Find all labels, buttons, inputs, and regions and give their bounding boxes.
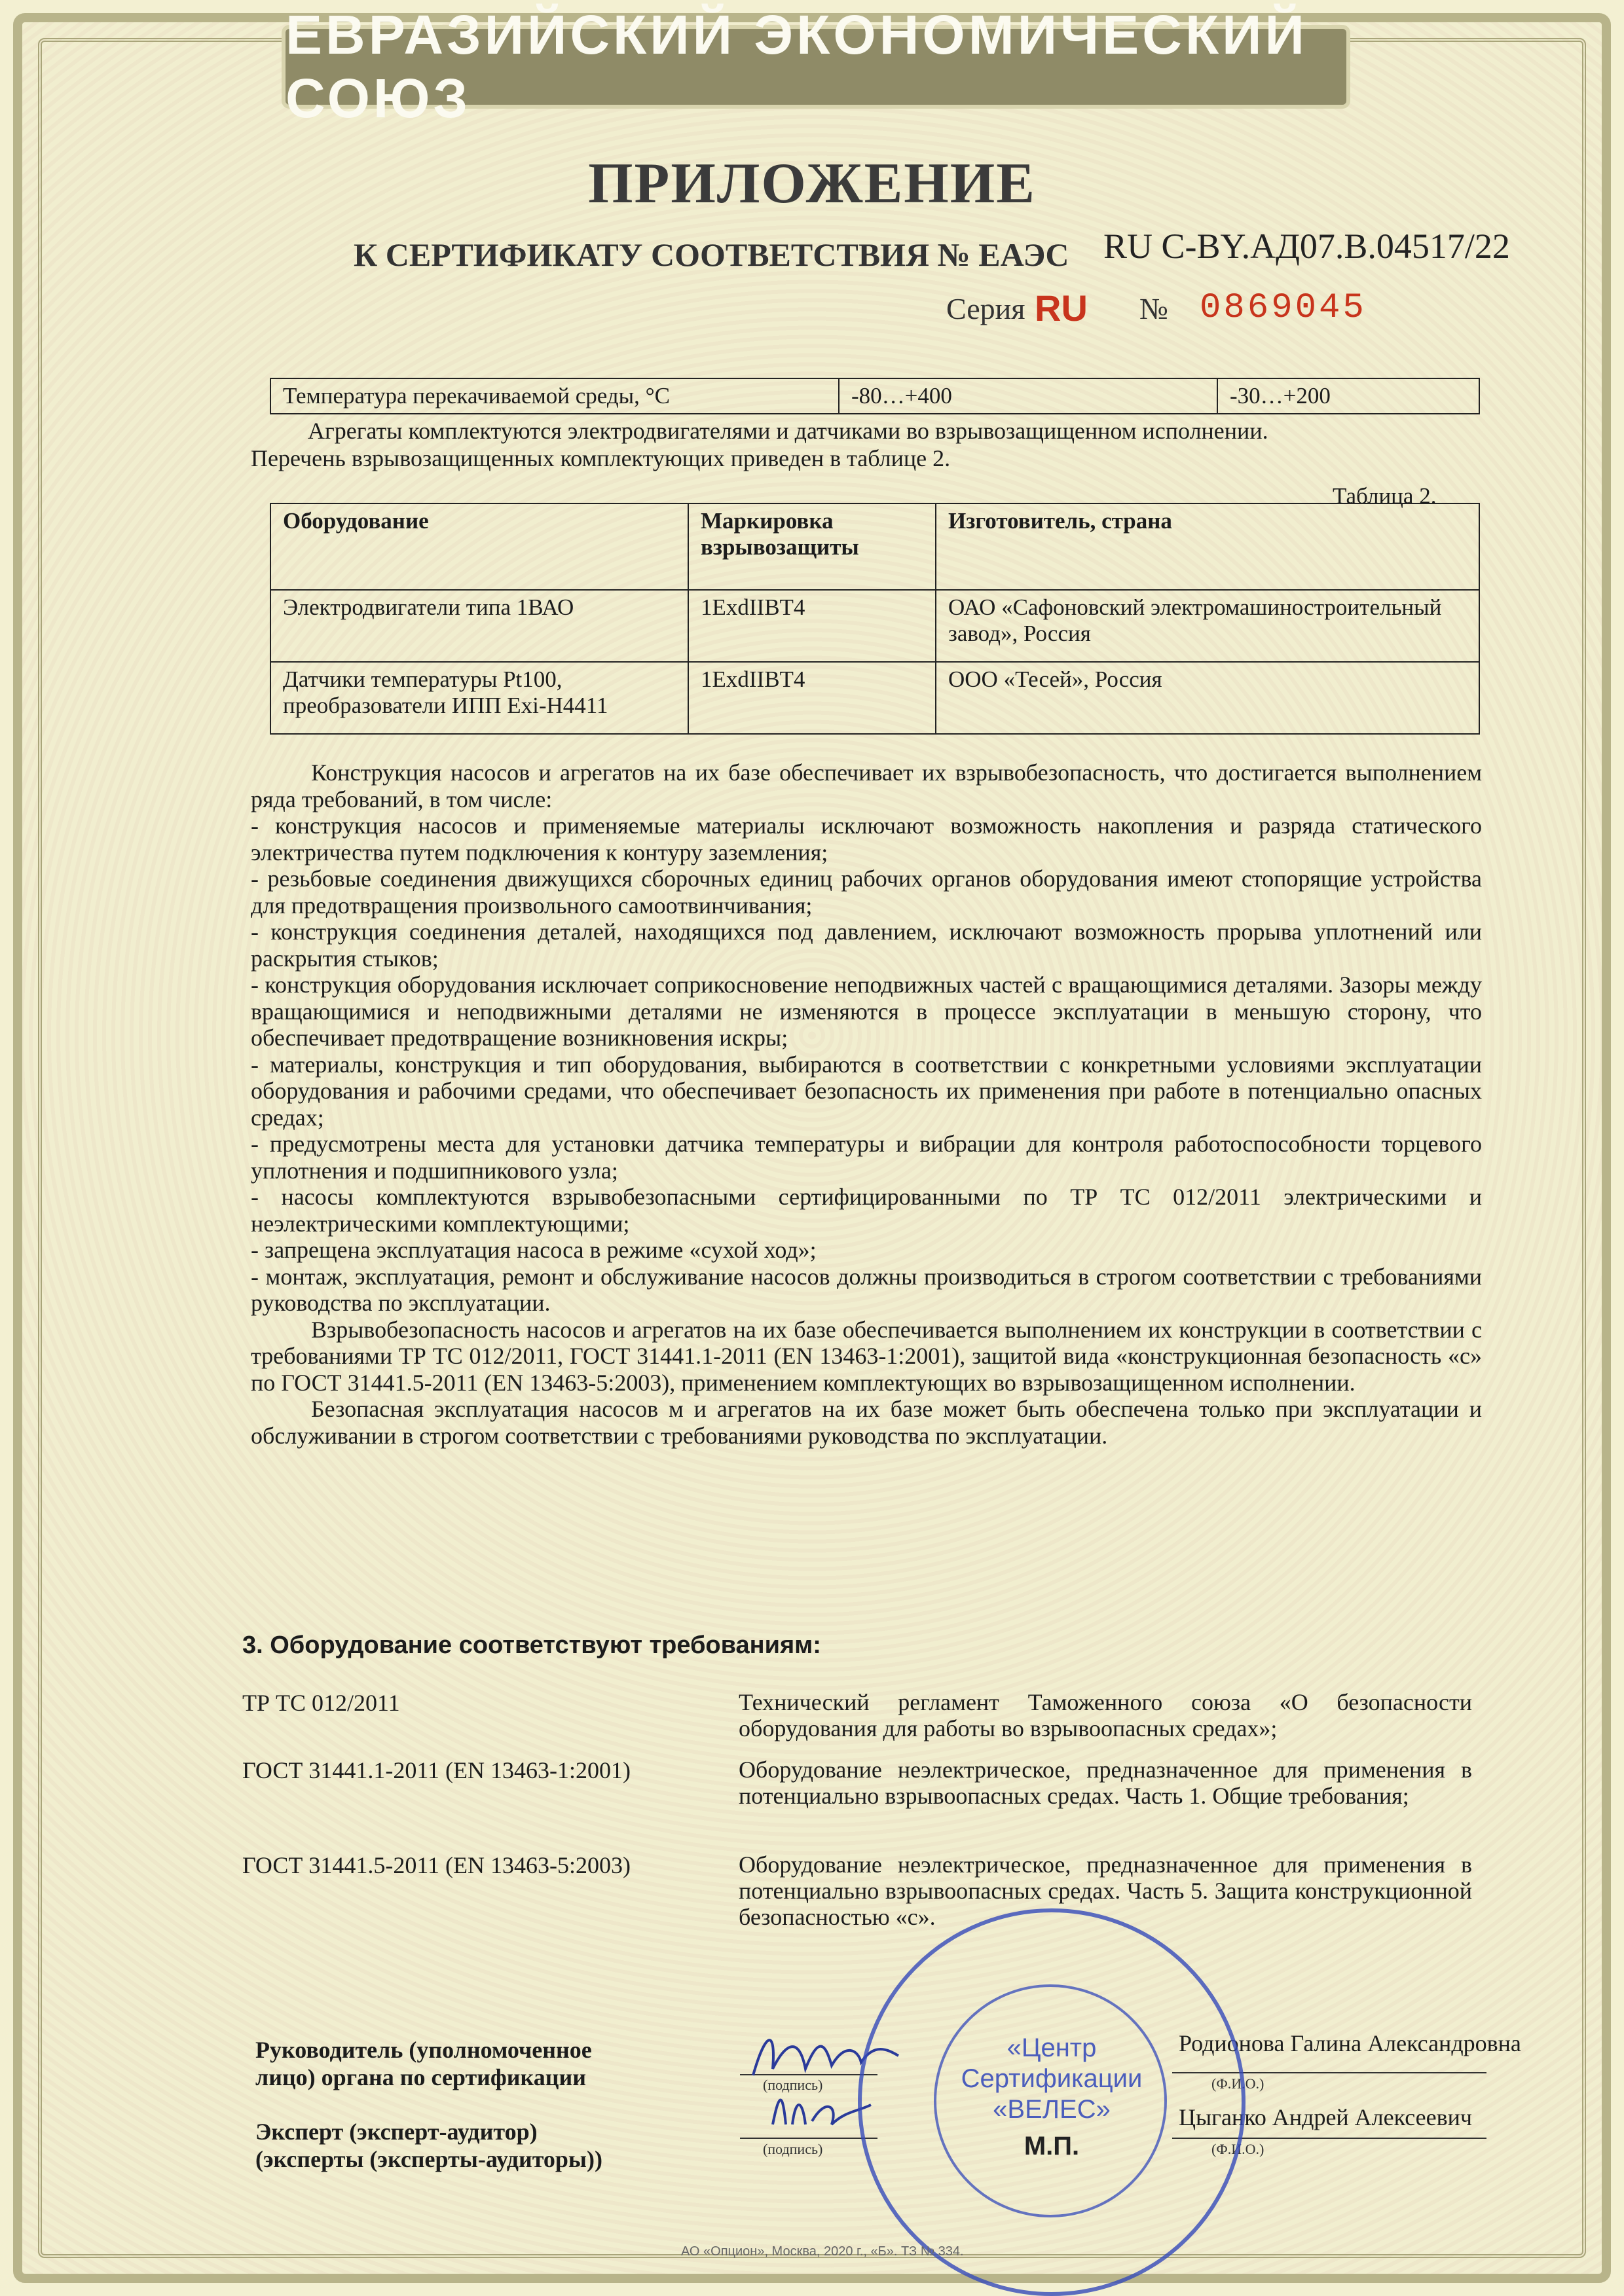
intro-line-1: Агрегаты комплектуются электродвигателями и датчиками во взрывозащищенном исполнении. (308, 418, 1268, 444)
expert-name: Цыганко Андрей Алексеевич (1179, 2104, 1472, 2130)
standard-description: Оборудование неэлектрическое, предназначенное для применения в потенциально взрывоопасных средах. Часть 1. Общие требования; (739, 1757, 1472, 1809)
signature-line (740, 2138, 877, 2139)
list-item: - монтаж, эксплуатация, ремонт и обслуживание насосов должны производиться в строгом соответствии с требованиями руководства по эксплуатации. (251, 1263, 1482, 1316)
list-item: - конструкция насосов и применяемые материалы исключают возможность накопления и разряда статического электричества путем подключения к контуру заземления; (251, 812, 1482, 866)
series-value: RU (1035, 287, 1088, 329)
paragraph: Конструкция насосов и агрегатов на их базе обеспечивает их взрывобезопасность, что достигается выполнением ряда требований, в том числе: (251, 759, 1482, 812)
column-header: Маркировка взрывозащиты (688, 503, 936, 590)
table-row (270, 378, 1479, 414)
stamp-line: Сертификации (961, 2064, 1143, 2093)
fio-caption: (Ф.И.О.) (1211, 2075, 1264, 2092)
number-label: № (1139, 292, 1168, 325)
table-cell: Температура перекачиваемой среды, °С (270, 378, 839, 414)
certificate-subtitle: К СЕРТИФИКАТУ СООТВЕТСТВИЯ № ЕАЭС (354, 236, 1069, 273)
standard-description: Оборудование неэлектрическое, предназначенное для применения в потенциально взрывоопасных средах. Часть 5. Защита конструкционной безопасностью «с». (739, 1851, 1472, 1930)
intro-line-2: Перечень взрывозащищенных комплектующих приведен в таблице 2. (251, 445, 951, 471)
stamp-mp: М.П. (1024, 2132, 1080, 2160)
head-label: Руководитель (уполномоченное лицо) органа по сертификации (255, 2037, 592, 2090)
table-caption: Таблица 2. (1333, 483, 1437, 509)
table-cell: Датчики температуры Pt100, преобразователи ИПП Exi-H4411 (270, 662, 688, 734)
stamp-line: «ВЕЛЕС» (993, 2095, 1111, 2124)
eaeu-banner: ЕВРАЗИЙСКИЙ ЭКОНОМИЧЕСКИЙ СОЮЗ (282, 25, 1350, 109)
signature-caption: (подпись) (763, 2141, 823, 2157)
table-row (270, 662, 1479, 734)
list-item: - предусмотрены места для установки датчика температуры и вибрации для контроля работоспособности торцевого уплотнения и подшипникового узла; (251, 1131, 1482, 1184)
components-table (270, 503, 1480, 735)
table-cell: 1ExdIIBT4 (688, 662, 936, 734)
list-item: - материалы, конструкция и тип оборудования, выбираются в соответствии с конкретными условиями эксплуатации оборудования и рабочими средами, что обеспечивает безопасность их применения при работе в потенциально опасных средах; (251, 1051, 1482, 1131)
stamp-line: «Центр (1006, 2033, 1097, 2062)
certificate-number: RU C-BY.АД07.В.04517/22 (1103, 227, 1510, 266)
certification-stamp (858, 1908, 1246, 2296)
section-3-title: 3. Оборудование соответствуют требованиям: (242, 1631, 821, 1659)
standard-description: Технический регламент Таможенного союза «О безопасности оборудования для работы во взрывоопасных средах»; (739, 1689, 1472, 1741)
standard-code: ТР ТС 012/2011 (242, 1690, 400, 1716)
table-header-row (270, 503, 1479, 590)
table-row (270, 590, 1479, 662)
printer-footer: АО «Опцион», Москва, 2020 г., «Б». ТЗ № 334. (681, 2244, 964, 2259)
list-item: - насосы комплектуются взрывобезопасными сертифицированными по ТР ТС 012/2011 электрическими и неэлектрическими комплектующими; (251, 1184, 1482, 1237)
table-cell: Электродвигатели типа 1ВАО (270, 590, 688, 662)
column-header: Оборудование (270, 503, 688, 590)
paragraph: Взрывобезопасность насосов и агрегатов на их базе обеспечивается выполнением их конструкции в соответствии с требованиями ТР ТС 012/2011, ГОСТ 31441.1-2011 (EN 13463-1:2001), защитой вида «конструкционная безопасность «с» по ГОСТ 31441.5-2011 (EN 13463-5:2003), применением комплектующих во взрывозащищенном исполнении. (251, 1316, 1482, 1396)
paragraph: Безопасная эксплуатация насосов м и агрегатов на их базе может быть обеспечена только при эксплуатации и обслуживании в строгом соответствии с требованиями руководства по эксплуатации. (251, 1396, 1482, 1449)
series-label: Серия (946, 292, 1025, 325)
standard-code: ГОСТ 31441.1-2011 (EN 13463-1:2001) (242, 1757, 631, 1783)
column-header: Изготовитель, страна (936, 503, 1479, 590)
list-item: - конструкция соединения деталей, находящихся под давлением, исключают возможность прорыва уплотнений или раскрытия стыков; (251, 919, 1482, 972)
table-cell: ООО «Тесей», Россия (936, 662, 1479, 734)
blank-number: 0869045 (1200, 288, 1367, 328)
standard-code: ГОСТ 31441.5-2011 (EN 13463-5:2003) (242, 1852, 631, 1878)
table-cell: -80…+400 (839, 378, 1217, 414)
document-title: ПРИЛОЖЕНИЕ (588, 152, 1036, 215)
head-name: Родионова Галина Александровна (1179, 2030, 1521, 2056)
table-cell: -30…+200 (1217, 378, 1479, 414)
list-item: - конструкция оборудования исключает соприкосновение неподвижных частей с вращающимися деталями. Зазоры между вращающимися и неподвижными деталями не изменяются в процессе эксплуатации в меньшую сторону, что обеспечивает предотвращение возникновения искры; (251, 972, 1482, 1051)
table-cell: ОАО «Сафоновский электромашиностроительный завод», Россия (936, 590, 1479, 662)
fio-caption: (Ф.И.О.) (1211, 2141, 1264, 2157)
expert-label: Эксперт (эксперт-аудитор) (эксперты (эксперты-аудиторы)) (255, 2119, 603, 2172)
temperature-table (270, 378, 1480, 414)
table-cell: 1ExdIIBT4 (688, 590, 936, 662)
list-item: - запрещена эксплуатация насоса в режиме «сухой ход»; (251, 1237, 817, 1263)
main-text (251, 759, 1482, 1449)
signature-caption: (подпись) (763, 2077, 823, 2093)
list-item: - резьбовые соединения движущихся сборочных единиц рабочих органов оборудования имеют стопорящие устройства для предотвращения произвольного самоотвинчивания; (251, 866, 1482, 919)
